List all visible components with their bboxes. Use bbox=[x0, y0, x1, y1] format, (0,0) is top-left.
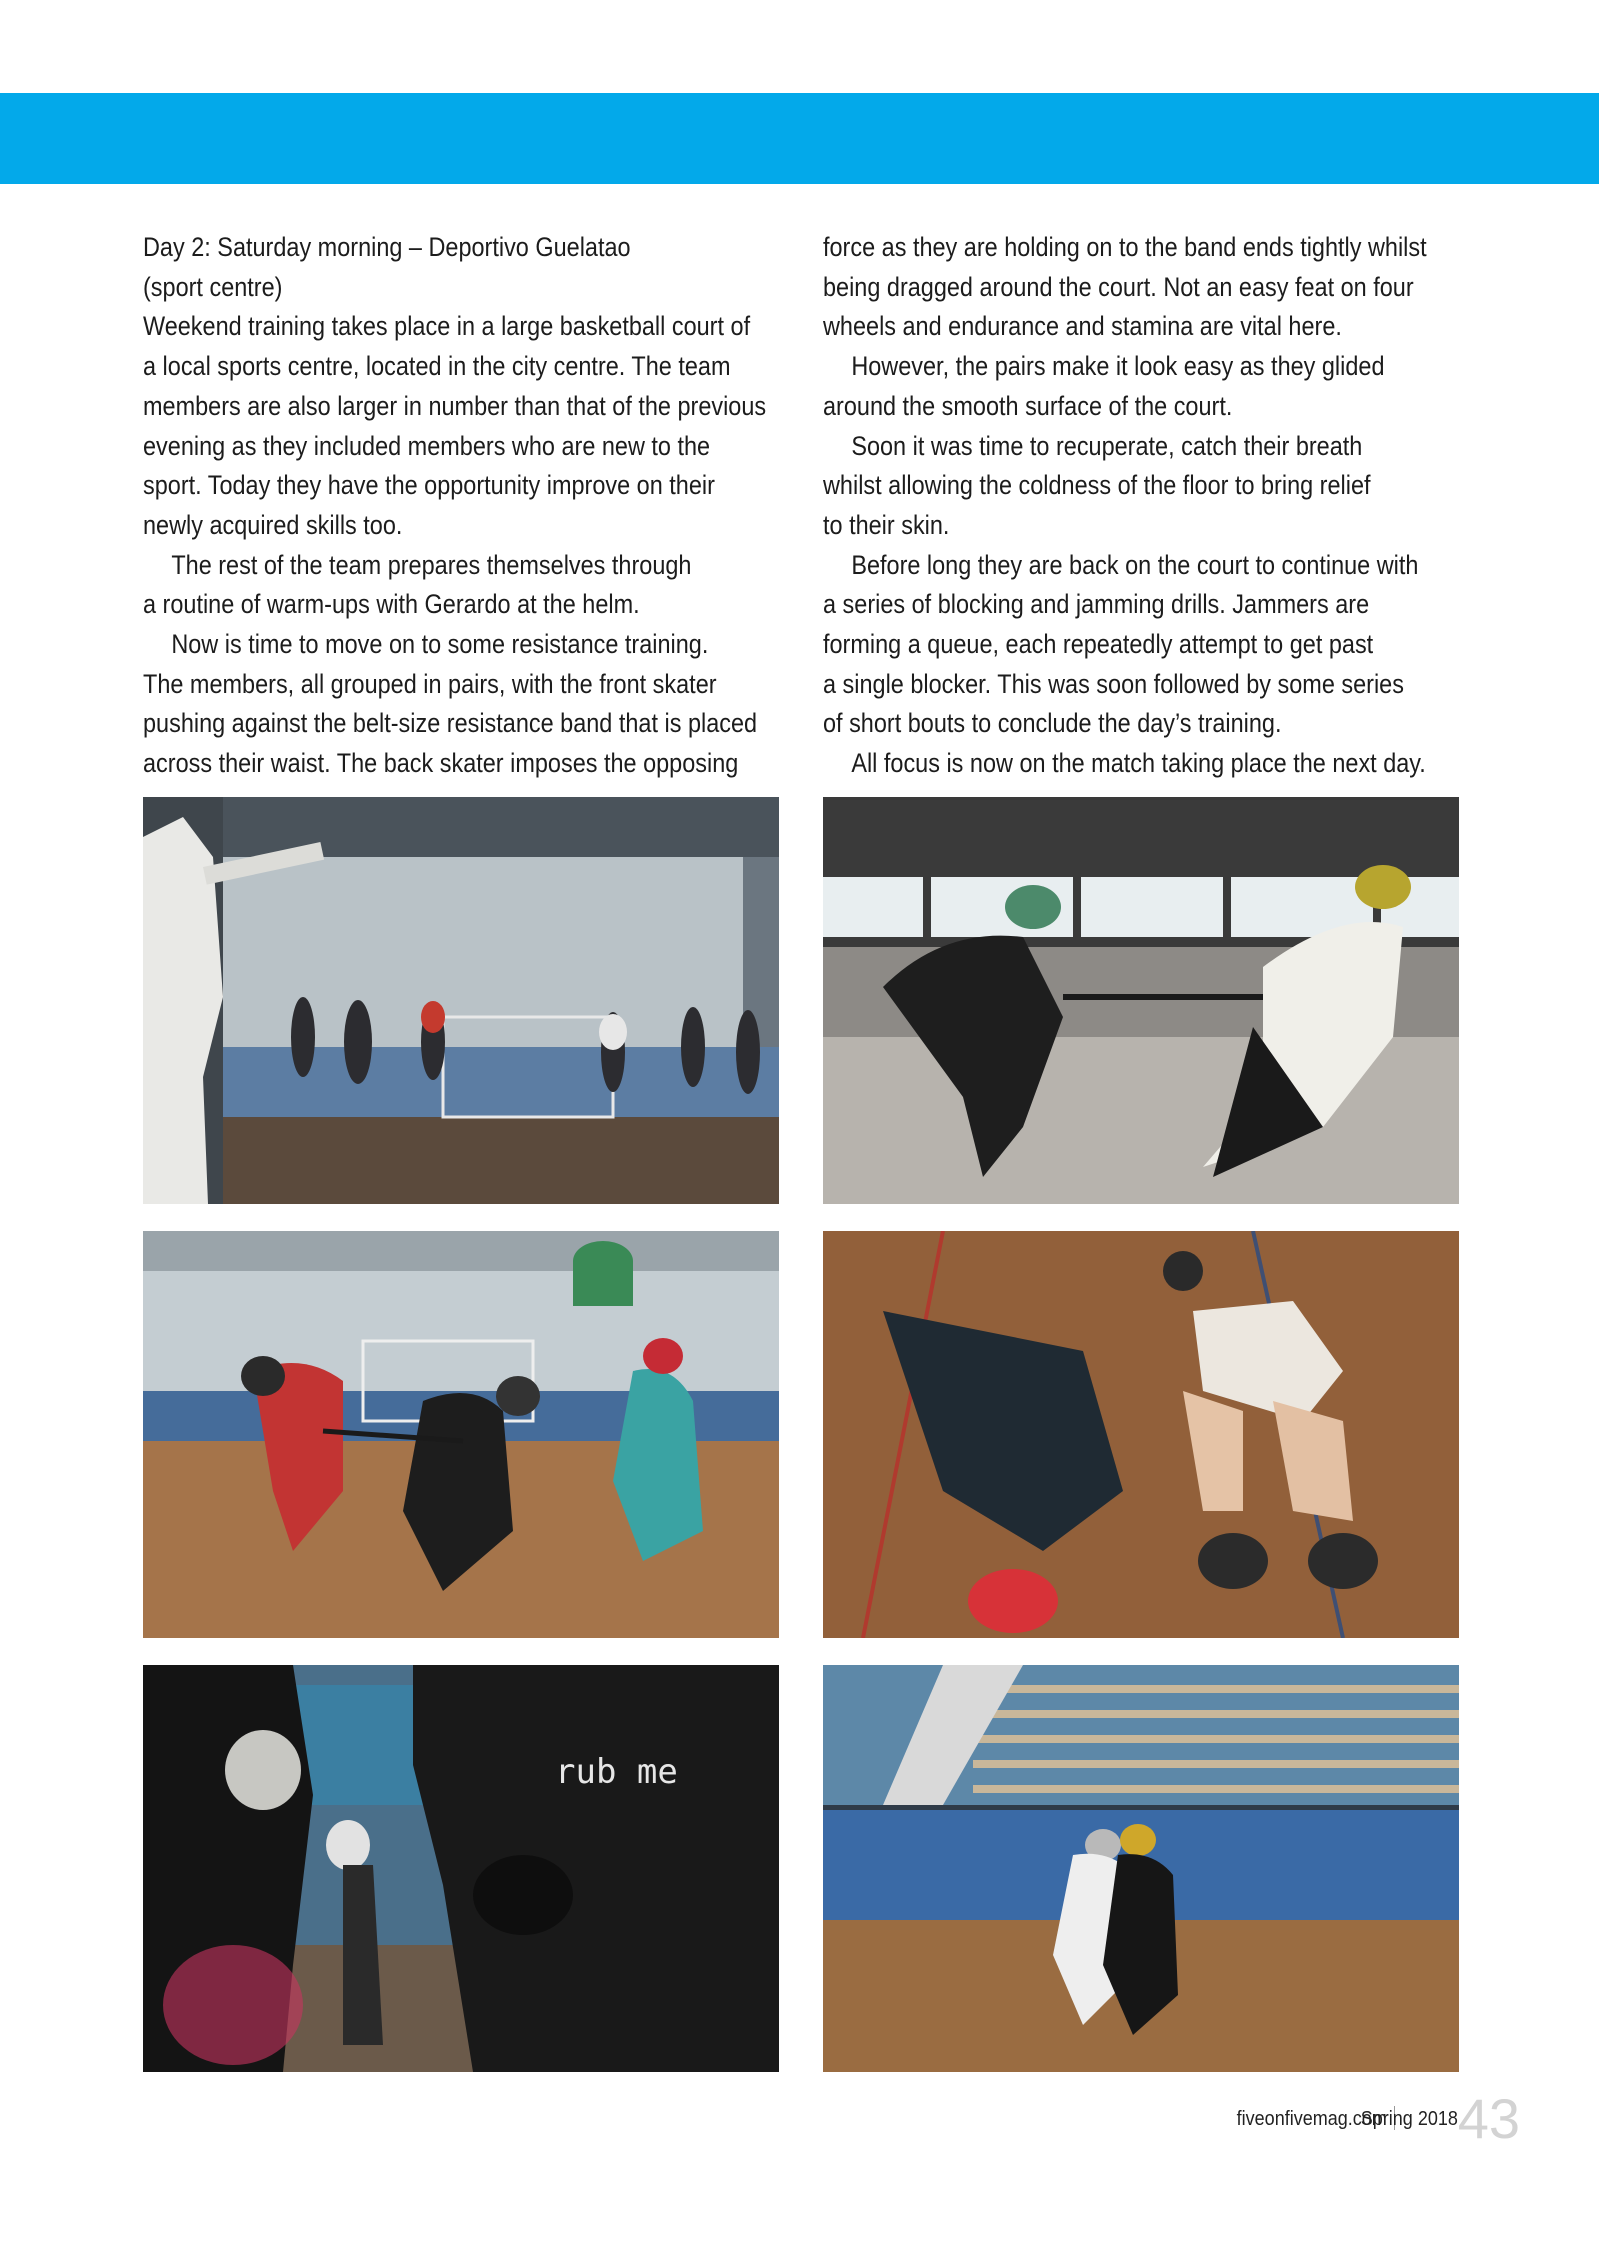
article-line: evening as they included members who are new to the bbox=[143, 430, 711, 461]
article-line: being dragged around the court. Not an easy feat on four bbox=[823, 271, 1414, 302]
photo-rub-me-shirt bbox=[143, 1665, 779, 2072]
article-line: a local sports centre, located in the city centre. The team bbox=[143, 351, 731, 382]
header-color-bar bbox=[0, 93, 1599, 184]
article-column-left bbox=[143, 228, 767, 784]
photo-warmup-coach bbox=[143, 797, 779, 1204]
page-number: 43 bbox=[1457, 2087, 1520, 2150]
article-line: Now is time to move on to some resistance training. bbox=[171, 629, 709, 660]
article-line: to their skin. bbox=[823, 509, 950, 540]
article-line: sport. Today they have the opportunity improve on their bbox=[143, 470, 715, 501]
article-line: Weekend training takes place in a large basketball court of bbox=[143, 311, 751, 342]
article-line: The rest of the team prepares themselves through bbox=[171, 549, 692, 580]
article-line: a series of blocking and jamming drills. Jammers are bbox=[823, 589, 1370, 620]
footer-issue: Spring 2018 bbox=[1360, 2108, 1458, 2130]
footer-site-link[interactable]: fiveonfivemag.com bbox=[1236, 2108, 1387, 2130]
article-line: a routine of warm-ups with Gerardo at the helm. bbox=[143, 589, 640, 620]
article-line: around the smooth surface of the court. bbox=[823, 390, 1233, 421]
article-line: whilst allowing the coldness of the floor to bring relief bbox=[823, 470, 1371, 501]
article-line: wheels and endurance and stamina are vital here. bbox=[823, 311, 1342, 342]
shirt-text: rub me bbox=[555, 1752, 678, 1792]
article-line: pushing against the belt-size resistance band that is placed bbox=[143, 708, 758, 739]
photo-arena-pair bbox=[823, 1665, 1459, 2072]
article-line: force as they are holding on to the band ends tightly whilst bbox=[823, 232, 1427, 262]
photo-skaters-resting-floor bbox=[823, 1231, 1459, 1638]
article-line: members are also larger in number than that of the previous bbox=[143, 390, 767, 421]
article-line: forming a queue, each repeatedly attempt to get past bbox=[823, 629, 1374, 660]
article-line: (sport centre) bbox=[143, 271, 283, 302]
article-line: Day 2: Saturday morning – Deportivo Guelatao bbox=[143, 232, 631, 262]
article-line: a single blocker. This was soon followed by some series bbox=[823, 668, 1404, 699]
article-line: Soon it was time to recuperate, catch their breath bbox=[851, 430, 1363, 461]
photo-pairs-skating bbox=[143, 1231, 779, 1638]
photo-resistance-band-pair bbox=[823, 797, 1459, 1204]
article-line: The members, all grouped in pairs, with the front skater bbox=[143, 668, 717, 699]
article-line: Before long they are back on the court to continue with bbox=[851, 549, 1419, 580]
article-line: of short bouts to conclude the day’s training. bbox=[823, 708, 1282, 739]
article-line: newly acquired skills too. bbox=[143, 509, 403, 540]
article-line: All focus is now on the match taking place the next day. bbox=[851, 748, 1426, 779]
page-footer bbox=[1180, 2087, 1520, 2151]
article-column-right bbox=[823, 228, 1427, 784]
article-line: across their waist. The back skater imposes the opposing bbox=[143, 748, 739, 779]
article-line: However, the pairs make it look easy as they glided bbox=[851, 351, 1385, 382]
